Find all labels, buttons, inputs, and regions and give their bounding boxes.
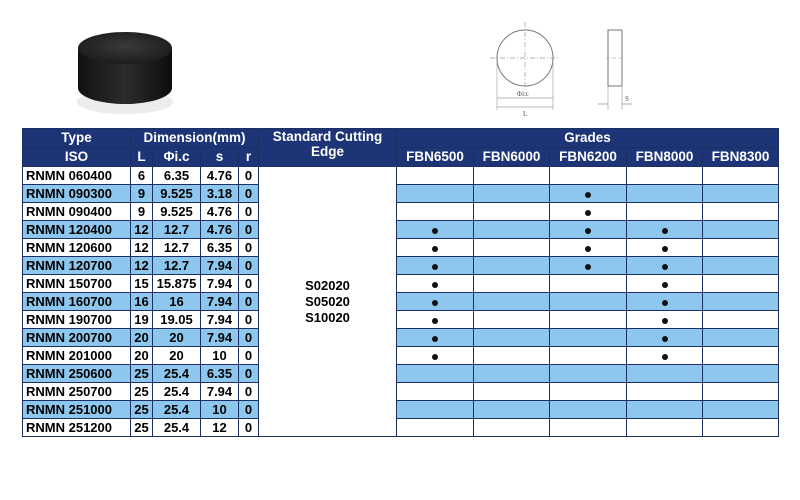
l-cell: 25 [131, 383, 153, 401]
r-cell: 0 [239, 329, 259, 347]
grade-cell [474, 185, 550, 203]
grade-cell [550, 185, 627, 203]
grade-cell [627, 329, 703, 347]
ic-cell: 12.7 [153, 221, 201, 239]
availability-dot [662, 282, 668, 288]
ic-cell: 15.875 [153, 275, 201, 293]
grade-cell [627, 203, 703, 221]
s-cell: 7.94 [201, 383, 239, 401]
l-cell: 12 [131, 221, 153, 239]
availability-dot [585, 210, 591, 216]
iso-cell: RNMN 120400 [23, 221, 131, 239]
availability-dot [432, 264, 438, 270]
product-photo [70, 10, 180, 120]
iso-cell: RNMN 251200 [23, 419, 131, 437]
r-cell: 0 [239, 257, 259, 275]
grade-cell [703, 365, 779, 383]
ic-cell: 19.05 [153, 311, 201, 329]
grade-cell [627, 185, 703, 203]
grade-cell [703, 275, 779, 293]
table-row [23, 329, 779, 347]
grade-cell [397, 329, 474, 347]
grade-cell [627, 419, 703, 437]
spec-table [22, 128, 779, 437]
ic-cell: 25.4 [153, 419, 201, 437]
grade-cell [703, 185, 779, 203]
availability-dot [432, 336, 438, 342]
table-row [23, 185, 779, 203]
l-cell: 9 [131, 185, 153, 203]
iso-cell: RNMN 090300 [23, 185, 131, 203]
grade-cell [703, 221, 779, 239]
technical-drawing [480, 12, 640, 120]
availability-dot [585, 264, 591, 270]
l-cell: 9 [131, 203, 153, 221]
r-cell: 0 [239, 365, 259, 383]
iso-cell: RNMN 250600 [23, 365, 131, 383]
edge-value: S02020 [305, 277, 350, 293]
s-cell: 4.76 [201, 167, 239, 185]
l-cell: 12 [131, 257, 153, 275]
availability-dot [432, 246, 438, 252]
grade-cell [397, 185, 474, 203]
iso-cell: RNMN 060400 [23, 167, 131, 185]
s-cell: 6.35 [201, 239, 239, 257]
grade-cell [397, 239, 474, 257]
grade-cell [627, 293, 703, 311]
grade-cell [474, 365, 550, 383]
iso-cell: RNMN 120600 [23, 239, 131, 257]
l-cell: 20 [131, 347, 153, 365]
ic-header: Φi.c [153, 148, 201, 167]
grade-cell [703, 239, 779, 257]
grade-cell [627, 221, 703, 239]
s-cell: 7.94 [201, 329, 239, 347]
iso-cell: RNMN 200700 [23, 329, 131, 347]
grade-cell [703, 401, 779, 419]
r-cell: 0 [239, 347, 259, 365]
l-cell: 16 [131, 293, 153, 311]
grade-cell [703, 419, 779, 437]
dimension-header: Dimension(mm) [131, 129, 259, 148]
grade-cell [397, 257, 474, 275]
iso-cell: RNMN 251000 [23, 401, 131, 419]
grade-cell [550, 419, 627, 437]
grade-header-fbn6500: FBN6500 [397, 148, 474, 167]
availability-dot [432, 300, 438, 306]
iso-cell: RNMN 201000 [23, 347, 131, 365]
grade-cell [474, 275, 550, 293]
iso-cell: RNMN 120700 [23, 257, 131, 275]
s-cell: 6.35 [201, 365, 239, 383]
ic-cell: 16 [153, 293, 201, 311]
table-row [23, 401, 779, 419]
grade-cell [397, 311, 474, 329]
s-cell: 3.18 [201, 185, 239, 203]
table-row [23, 311, 779, 329]
grade-cell [627, 347, 703, 365]
grade-header-fbn8000: FBN8000 [627, 148, 703, 167]
edge-value: S05020 [305, 293, 350, 309]
grade-cell [703, 257, 779, 275]
availability-dot [662, 336, 668, 342]
grade-cell [474, 311, 550, 329]
s-cell: 4.76 [201, 203, 239, 221]
table-row [23, 221, 779, 239]
s-cell: 10 [201, 347, 239, 365]
grade-cell [550, 293, 627, 311]
grade-cell [550, 257, 627, 275]
r-cell: 0 [239, 203, 259, 221]
standard-edge-cell [259, 167, 397, 437]
grade-cell [397, 293, 474, 311]
l-header: L [131, 148, 153, 167]
availability-dot [585, 246, 591, 252]
grade-cell [703, 311, 779, 329]
r-cell: 0 [239, 419, 259, 437]
availability-dot [662, 246, 668, 252]
grade-cell [627, 383, 703, 401]
grades-header: Grades [397, 129, 779, 148]
r-cell: 0 [239, 293, 259, 311]
grade-cell [397, 275, 474, 293]
table-row [23, 239, 779, 257]
ic-cell: 25.4 [153, 383, 201, 401]
s-cell: 12 [201, 419, 239, 437]
iso-cell: RNMN 160700 [23, 293, 131, 311]
iso-cell: RNMN 090400 [23, 203, 131, 221]
iso-cell: RNMN 190700 [23, 311, 131, 329]
grade-cell [627, 239, 703, 257]
l-cell: 25 [131, 419, 153, 437]
grade-cell [550, 275, 627, 293]
ic-cell: 25.4 [153, 401, 201, 419]
grade-cell [474, 383, 550, 401]
grade-cell [703, 167, 779, 185]
grade-cell [474, 293, 550, 311]
grade-cell [703, 347, 779, 365]
grade-cell [474, 257, 550, 275]
grade-cell [627, 311, 703, 329]
grade-cell [397, 221, 474, 239]
l-cell: 12 [131, 239, 153, 257]
s-header: s [201, 148, 239, 167]
grade-cell [703, 383, 779, 401]
grade-cell [474, 203, 550, 221]
grade-cell [550, 221, 627, 239]
grade-cell [397, 401, 474, 419]
r-cell: 0 [239, 383, 259, 401]
grade-cell [550, 203, 627, 221]
availability-dot [662, 300, 668, 306]
s-label: S [625, 95, 629, 103]
r-cell: 0 [239, 239, 259, 257]
grade-cell [550, 329, 627, 347]
grade-header-fbn6000: FBN6000 [474, 148, 550, 167]
s-cell: 7.94 [201, 257, 239, 275]
grade-cell [550, 167, 627, 185]
s-cell: 7.94 [201, 275, 239, 293]
iso-cell: RNMN 250700 [23, 383, 131, 401]
r-cell: 0 [239, 311, 259, 329]
grade-cell [474, 347, 550, 365]
iso-cell: RNMN 150700 [23, 275, 131, 293]
l-label: L [523, 110, 528, 118]
ic-cell: 6.35 [153, 167, 201, 185]
availability-dot [662, 354, 668, 360]
grade-cell [703, 203, 779, 221]
edge-header: Standard Cutting Edge [259, 129, 397, 167]
grade-cell [550, 311, 627, 329]
grade-cell [627, 365, 703, 383]
grade-cell [397, 419, 474, 437]
ic-cell: 12.7 [153, 257, 201, 275]
l-cell: 25 [131, 365, 153, 383]
grade-cell [397, 347, 474, 365]
r-cell: 0 [239, 185, 259, 203]
grade-cell [397, 383, 474, 401]
s-cell: 4.76 [201, 221, 239, 239]
availability-dot [432, 228, 438, 234]
grade-cell [703, 293, 779, 311]
availability-dot [432, 318, 438, 324]
grade-cell [474, 401, 550, 419]
l-cell: 20 [131, 329, 153, 347]
ic-label: Φi.c [517, 90, 529, 98]
type-header: Type [23, 129, 131, 148]
l-cell: 25 [131, 401, 153, 419]
table-row [23, 257, 779, 275]
availability-dot [585, 192, 591, 198]
grade-cell [627, 275, 703, 293]
s-cell: 7.94 [201, 311, 239, 329]
grade-cell [550, 401, 627, 419]
grade-cell [703, 329, 779, 347]
l-cell: 19 [131, 311, 153, 329]
availability-dot [432, 282, 438, 288]
grade-cell [397, 167, 474, 185]
table-row [23, 167, 779, 185]
s-cell: 10 [201, 401, 239, 419]
grade-cell [550, 239, 627, 257]
r-cell: 0 [239, 221, 259, 239]
r-header: r [239, 148, 259, 167]
table-row [23, 293, 779, 311]
table-row [23, 203, 779, 221]
l-cell: 15 [131, 275, 153, 293]
grade-cell [550, 347, 627, 365]
availability-dot [662, 318, 668, 324]
grade-cell [474, 239, 550, 257]
grade-cell [627, 167, 703, 185]
r-cell: 0 [239, 275, 259, 293]
ic-cell: 20 [153, 329, 201, 347]
ic-cell: 12.7 [153, 239, 201, 257]
ic-cell: 20 [153, 347, 201, 365]
grade-cell [397, 203, 474, 221]
edge-value: S10020 [305, 309, 350, 325]
grade-cell [474, 419, 550, 437]
table-row [23, 365, 779, 383]
grade-cell [627, 257, 703, 275]
availability-dot [585, 228, 591, 234]
table-row [23, 275, 779, 293]
table-row [23, 383, 779, 401]
grade-cell [627, 401, 703, 419]
availability-dot [662, 228, 668, 234]
table-row [23, 347, 779, 365]
table-row [23, 419, 779, 437]
ic-cell: 9.525 [153, 203, 201, 221]
r-cell: 0 [239, 401, 259, 419]
r-cell: 0 [239, 167, 259, 185]
availability-dot [662, 264, 668, 270]
grade-cell [474, 221, 550, 239]
grade-header-fbn8300: FBN8300 [703, 148, 779, 167]
iso-header: ISO [23, 148, 131, 167]
grade-cell [474, 167, 550, 185]
s-cell: 7.94 [201, 293, 239, 311]
grade-cell [550, 365, 627, 383]
ic-cell: 9.525 [153, 185, 201, 203]
availability-dot [432, 354, 438, 360]
grade-header-fbn6200: FBN6200 [550, 148, 627, 167]
grade-cell [474, 329, 550, 347]
grade-cell [550, 383, 627, 401]
l-cell: 6 [131, 167, 153, 185]
grade-cell [397, 365, 474, 383]
ic-cell: 25.4 [153, 365, 201, 383]
